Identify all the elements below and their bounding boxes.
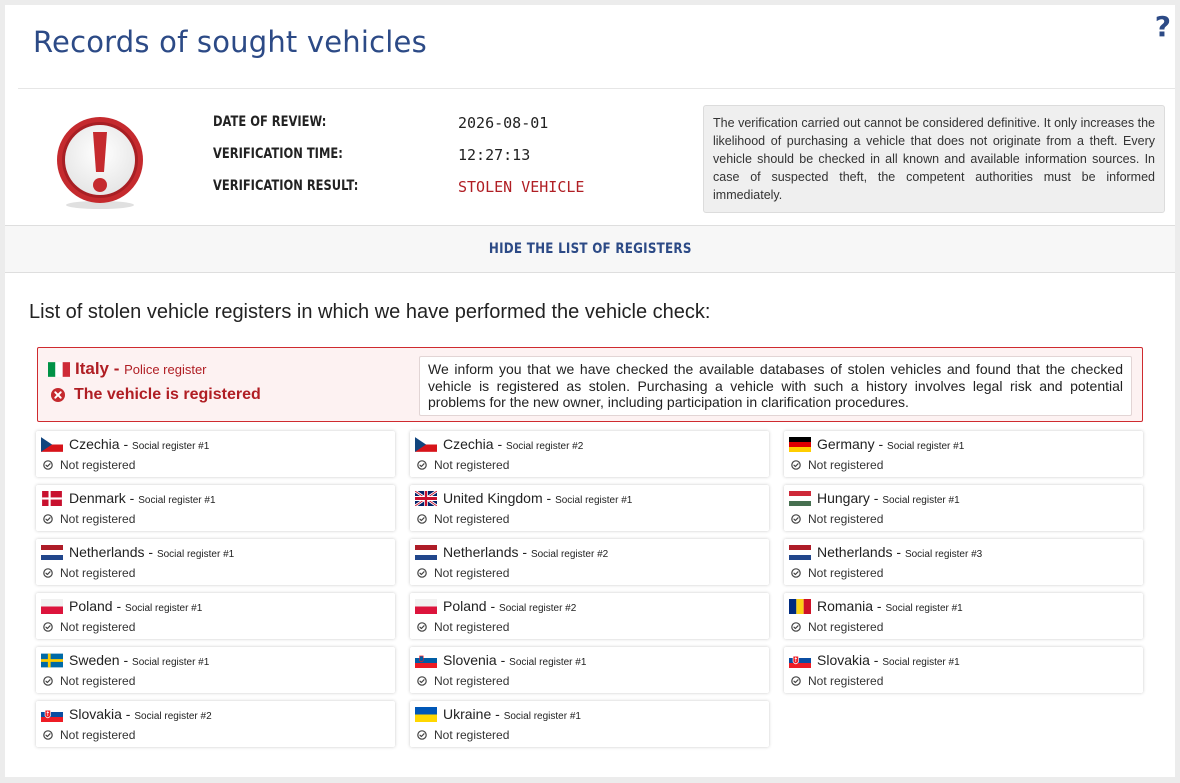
verification-panel <box>5 5 1175 777</box>
title-separator: - <box>869 652 883 668</box>
check-circle-icon <box>417 460 427 470</box>
verification-result-label: VERIFICATION RESULT: <box>213 178 359 194</box>
register-name: Social register #2 <box>530 549 609 560</box>
register-title <box>817 436 964 452</box>
status-text: Not registered <box>434 620 510 634</box>
hit-status <box>51 386 261 404</box>
hide-registers-button[interactable]: HIDE THE LIST OF REGISTERS <box>488 241 692 257</box>
title-separator: - <box>486 598 500 614</box>
check-circle-icon <box>43 514 53 524</box>
title-separator: - <box>518 544 531 560</box>
register-title <box>69 652 209 668</box>
united-kingdom-flag-icon <box>415 491 437 511</box>
register-name: Social register #1 <box>882 495 960 506</box>
check-circle-icon <box>43 568 53 578</box>
page-title: Records of sought vehicles <box>33 25 427 59</box>
register-name: Social register #1 <box>503 711 581 722</box>
country-name: United Kingdom <box>443 490 543 506</box>
register-grid <box>36 431 1143 747</box>
status-text: Not registered <box>434 566 510 580</box>
register-status <box>417 512 509 526</box>
register-card <box>36 431 395 477</box>
register-status <box>417 674 509 688</box>
register-card <box>36 647 395 693</box>
check-circle-icon <box>417 730 427 740</box>
country-name: Hungary <box>817 490 870 506</box>
register-status <box>791 620 883 634</box>
status-text: Not registered <box>60 458 136 472</box>
hungary-flag-icon <box>789 491 811 511</box>
status-text: Not registered <box>60 620 136 634</box>
country-name: Czechia <box>443 436 494 452</box>
verification-time-value: 12:27:13 <box>458 146 531 164</box>
register-name: Social register #1 <box>509 657 587 668</box>
register-title <box>817 544 982 560</box>
register-card <box>410 647 769 693</box>
title-separator: - <box>125 490 139 506</box>
register-status <box>791 566 883 580</box>
poland-flag-icon <box>41 599 63 619</box>
country-name: Netherlands <box>817 544 893 560</box>
netherlands-flag-icon <box>415 545 437 565</box>
denmark-flag-icon <box>41 491 63 511</box>
check-circle-icon <box>43 460 53 470</box>
register-title <box>69 598 202 614</box>
check-circle-icon <box>417 568 427 578</box>
status-text: Not registered <box>434 674 510 688</box>
divider <box>18 88 1175 89</box>
czechia-flag-icon <box>415 437 437 457</box>
help-icon[interactable]: ? <box>1154 10 1171 43</box>
register-name: Social register #2 <box>499 603 577 614</box>
register-name: Social register #1 <box>138 495 216 506</box>
register-name: Social register #1 <box>887 441 965 452</box>
title-separator: - <box>119 652 133 668</box>
register-status <box>43 620 135 634</box>
status-text: Not registered <box>434 458 510 472</box>
status-text: Not registered <box>60 566 136 580</box>
country-name: Sweden <box>69 652 120 668</box>
register-name: Social register #2 <box>506 441 584 452</box>
register-name: Social register #3 <box>904 549 983 560</box>
status-text: Not registered <box>434 728 510 742</box>
toggle-bar <box>5 225 1175 273</box>
register-status <box>417 728 509 742</box>
stolen-register-card <box>37 347 1143 422</box>
country-name: Czechia <box>69 436 120 452</box>
register-title <box>817 652 960 668</box>
register-title <box>443 706 581 722</box>
register-name: Social register #1 <box>132 441 210 452</box>
status-text: Not registered <box>60 512 136 526</box>
register-title <box>443 598 576 614</box>
czechia-flag-icon <box>41 437 63 457</box>
register-title <box>817 490 960 506</box>
register-card <box>36 485 395 531</box>
title-separator: - <box>892 544 905 560</box>
register-status <box>791 674 883 688</box>
title-separator: - <box>112 598 126 614</box>
status-text: Not registered <box>808 674 884 688</box>
register-card <box>410 485 769 531</box>
hit-country-name: Italy <box>75 359 110 378</box>
date-of-review-value: 2026-08-01 <box>458 114 549 132</box>
status-text: Not registered <box>808 620 884 634</box>
register-status <box>791 512 883 526</box>
error-x-icon <box>51 388 65 402</box>
check-circle-icon <box>43 676 53 686</box>
register-status <box>43 728 135 742</box>
hit-separator: - <box>109 359 125 378</box>
country-name: Slovakia <box>817 652 870 668</box>
register-status <box>417 620 509 634</box>
register-card <box>784 485 1143 531</box>
register-title <box>69 706 212 722</box>
exclamation-warning-icon <box>54 110 146 210</box>
slovakia-flag-icon <box>789 653 811 673</box>
status-text: Not registered <box>808 458 884 472</box>
register-name: Social register #1 <box>132 657 210 668</box>
check-circle-icon <box>417 676 427 686</box>
poland-flag-icon <box>415 599 437 619</box>
hit-status-text: The vehicle is registered <box>74 386 261 403</box>
country-name: Germany <box>817 436 875 452</box>
register-title <box>69 490 216 506</box>
register-name: Social register #1 <box>156 549 235 560</box>
sweden-flag-icon <box>41 653 63 673</box>
register-title <box>443 436 583 452</box>
title-separator: - <box>873 598 886 614</box>
register-card <box>410 539 769 585</box>
status-text: Not registered <box>434 512 510 526</box>
title-separator: - <box>491 706 504 722</box>
register-name: Social register #1 <box>882 657 960 668</box>
register-card <box>784 593 1143 639</box>
country-name: Ukraine <box>443 706 492 722</box>
register-card <box>36 701 395 747</box>
register-name: Social register #1 <box>125 603 203 614</box>
disclaimer-note: The verification carried out cannot be considered definitive. It only increases the likelihood of purchasing a vehicle that does not originate from a theft. Every vehicle should be checked in all known and available information sources. In case of suspected theft, the competent authorities must be informed immediately. <box>703 105 1165 213</box>
register-name: Social register #1 <box>555 495 633 506</box>
register-title <box>443 544 608 560</box>
ukraine-flag-icon <box>415 707 437 727</box>
italy-flag-icon <box>48 362 70 377</box>
registers-heading: List of stolen vehicle registers in which we have performed the vehicle check: <box>29 301 711 323</box>
register-title <box>69 436 209 452</box>
register-card <box>36 593 395 639</box>
slovakia-flag-icon <box>41 707 63 727</box>
register-status <box>43 674 135 688</box>
status-text: Not registered <box>808 512 884 526</box>
register-status <box>417 458 509 472</box>
register-card <box>410 431 769 477</box>
title-separator: - <box>869 490 883 506</box>
country-name: Netherlands <box>443 544 519 560</box>
date-of-review-label: DATE OF REVIEW: <box>213 114 327 130</box>
title-separator: - <box>493 436 507 452</box>
register-status <box>43 458 135 472</box>
country-name: Slovakia <box>69 706 122 722</box>
slovenia-flag-icon <box>415 653 437 673</box>
register-title <box>69 544 234 560</box>
title-separator: - <box>144 544 157 560</box>
register-card <box>784 647 1143 693</box>
register-card <box>36 539 395 585</box>
register-title <box>817 598 963 614</box>
netherlands-flag-icon <box>789 545 811 565</box>
check-circle-icon <box>791 622 801 632</box>
check-circle-icon <box>791 514 801 524</box>
hit-register-name: Police register <box>124 362 207 377</box>
check-circle-icon <box>417 622 427 632</box>
register-status <box>791 458 883 472</box>
check-circle-icon <box>791 460 801 470</box>
check-circle-icon <box>43 622 53 632</box>
hit-register-title <box>75 359 207 379</box>
title-separator: - <box>874 436 888 452</box>
romania-flag-icon <box>789 599 811 619</box>
title-separator: - <box>542 490 556 506</box>
verification-time-label: VERIFICATION TIME: <box>213 146 343 162</box>
verification-result-value: STOLEN VEHICLE <box>458 178 585 196</box>
country-name: Netherlands <box>69 544 145 560</box>
title-separator: - <box>121 706 135 722</box>
register-status <box>417 566 509 580</box>
register-title <box>443 652 586 668</box>
title-separator: - <box>496 652 510 668</box>
netherlands-flag-icon <box>41 545 63 565</box>
check-circle-icon <box>417 514 427 524</box>
country-name: Denmark <box>69 490 126 506</box>
country-name: Romania <box>817 598 874 614</box>
check-circle-icon <box>791 676 801 686</box>
country-name: Poland <box>443 598 487 614</box>
country-name: Slovenia <box>443 652 497 668</box>
hit-message: We inform you that we have checked the available databases of stolen vehicles and found that the checked vehicle is registered as stolen. Purchasing a vehicle with such a history involves legal risk and potential problems for the new owner, including participation in clarification procedures. <box>419 356 1132 416</box>
status-text: Not registered <box>60 728 136 742</box>
status-text: Not registered <box>60 674 136 688</box>
country-name: Poland <box>69 598 113 614</box>
check-circle-icon <box>791 568 801 578</box>
register-name: Social register #2 <box>134 711 212 722</box>
register-title <box>443 490 632 506</box>
register-card <box>410 701 769 747</box>
register-card <box>784 431 1143 477</box>
germany-flag-icon <box>789 437 811 457</box>
register-status <box>43 512 135 526</box>
status-text: Not registered <box>808 566 884 580</box>
register-card <box>410 593 769 639</box>
title-separator: - <box>119 436 133 452</box>
register-card <box>784 539 1143 585</box>
register-name: Social register #1 <box>885 603 963 614</box>
check-circle-icon <box>43 730 53 740</box>
register-status <box>43 566 135 580</box>
